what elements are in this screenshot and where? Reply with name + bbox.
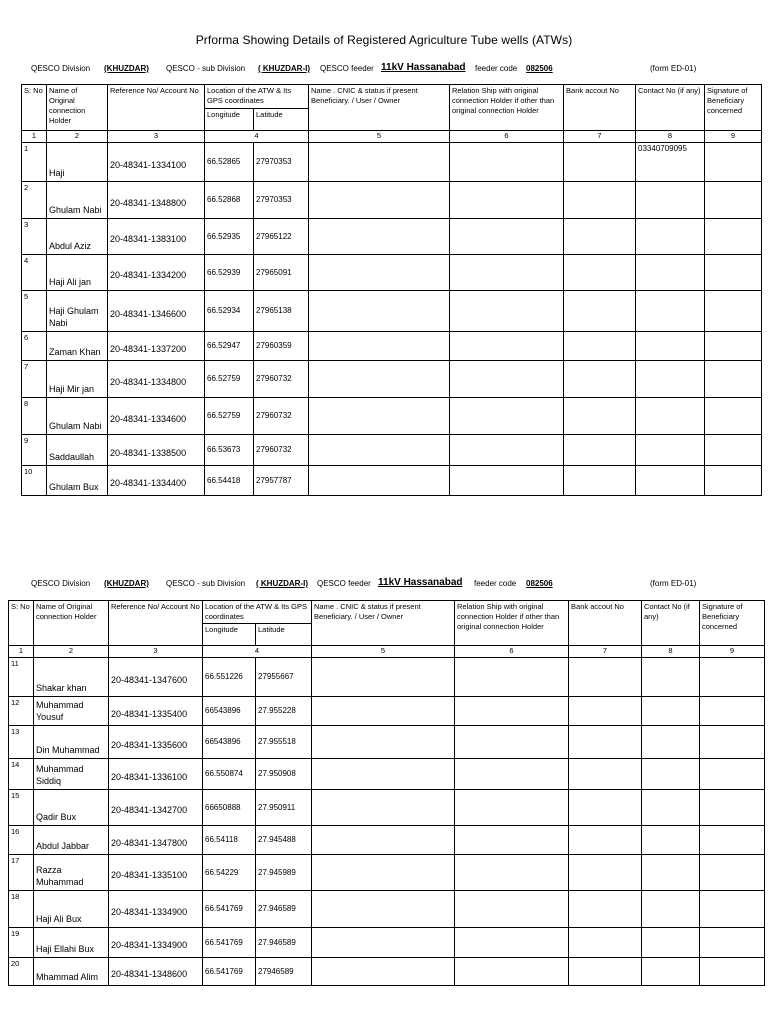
row-relationship bbox=[450, 291, 564, 332]
col-number: 9 bbox=[700, 646, 765, 658]
row-relationship bbox=[450, 466, 564, 496]
row-sno: 8 bbox=[22, 398, 47, 435]
row-relationship bbox=[455, 726, 569, 759]
col-header-sno: S: No bbox=[22, 85, 47, 131]
row-cnic-status bbox=[309, 255, 450, 291]
subdivision-value: ( KHUZDAR-I) bbox=[258, 64, 310, 73]
row-bank-account bbox=[564, 291, 636, 332]
row-name: Abdul Jabbar bbox=[34, 826, 109, 855]
column-number-row bbox=[9, 646, 765, 658]
row-reference-no: 20-48341-1335100 bbox=[109, 855, 203, 891]
row-reference-no: 20-48341-1346600 bbox=[108, 291, 205, 332]
row-reference-no: 20-48341-1348600 bbox=[109, 958, 203, 986]
row-longitude: 66.541769 bbox=[203, 958, 256, 986]
row-signature bbox=[700, 826, 765, 855]
col-number: 1 bbox=[22, 131, 47, 143]
row-contact-no bbox=[642, 855, 700, 891]
division-label: QESCO Division bbox=[31, 64, 91, 73]
row-contact-no bbox=[642, 726, 700, 759]
row-reference-no: 20-48341-1347800 bbox=[109, 826, 203, 855]
row-cnic-status bbox=[312, 658, 455, 697]
col-number: 4 bbox=[203, 646, 312, 658]
subdivision-value: ( KHUZDAR-I) bbox=[256, 579, 308, 588]
col-header-cnic: Name . CNIC & status if present Beneficiary. / User / Owner bbox=[309, 85, 450, 131]
row-latitude: 27960732 bbox=[254, 435, 309, 466]
row-reference-no: 20-48341-1338500 bbox=[108, 435, 205, 466]
row-sno: 1 bbox=[22, 143, 47, 182]
row-name: Mhammad Alim bbox=[34, 958, 109, 986]
col-number: 7 bbox=[564, 131, 636, 143]
row-cnic-status bbox=[312, 790, 455, 826]
row-signature bbox=[705, 182, 762, 219]
row-longitude: 66.52759 bbox=[205, 398, 254, 435]
division-value: (KHUZDAR) bbox=[104, 579, 149, 588]
row-contact-no bbox=[636, 332, 705, 361]
row-contact-no bbox=[636, 291, 705, 332]
row-signature bbox=[705, 332, 762, 361]
row-cnic-status bbox=[312, 855, 455, 891]
form-label: (form ED-01) bbox=[650, 64, 697, 73]
row-latitude: 27965138 bbox=[254, 291, 309, 332]
table-row bbox=[22, 466, 762, 496]
row-longitude: 66.54229 bbox=[203, 855, 256, 891]
col-number: 3 bbox=[109, 646, 203, 658]
row-name: Ghulam Bux bbox=[47, 466, 108, 496]
row-longitude: 66543896 bbox=[203, 726, 256, 759]
row-relationship bbox=[450, 361, 564, 398]
row-latitude: 27970353 bbox=[254, 143, 309, 182]
feeder-label: QESCO feeder bbox=[317, 579, 371, 588]
col-number: 9 bbox=[705, 131, 762, 143]
row-longitude: 66.541769 bbox=[203, 891, 256, 928]
col-number: 8 bbox=[642, 646, 700, 658]
col-header-contact: Contact No (if any) bbox=[636, 85, 705, 131]
row-name: Qadir Bux bbox=[34, 790, 109, 826]
col-header-latitude: Latitude bbox=[256, 624, 312, 646]
row-sno: 14 bbox=[9, 759, 34, 790]
row-cnic-status bbox=[312, 958, 455, 986]
row-sno: 3 bbox=[22, 219, 47, 255]
row-cnic-status bbox=[309, 219, 450, 255]
row-bank-account bbox=[564, 182, 636, 219]
row-relationship bbox=[455, 891, 569, 928]
row-reference-no: 20-48341-1334900 bbox=[109, 891, 203, 928]
row-sno: 19 bbox=[9, 928, 34, 958]
feeder-code-label: feeder code bbox=[475, 64, 518, 73]
row-cnic-status bbox=[309, 332, 450, 361]
row-reference-no: 20-48341-1336100 bbox=[109, 759, 203, 790]
col-header-bank: Bank accout No bbox=[569, 601, 642, 646]
row-latitude: 27960732 bbox=[254, 398, 309, 435]
row-sno: 15 bbox=[9, 790, 34, 826]
row-signature bbox=[700, 855, 765, 891]
document-title: Prforma Showing Details of Registered Agriculture Tube wells (ATWs) bbox=[195, 33, 573, 47]
col-header-cnic: Name . CNIC & status if present Beneficiary. / User / Owner bbox=[312, 601, 455, 646]
row-contact-no bbox=[636, 361, 705, 398]
col-number: 5 bbox=[309, 131, 450, 143]
row-signature bbox=[705, 219, 762, 255]
table-row bbox=[22, 398, 762, 435]
row-name: Abdul Aziz bbox=[47, 219, 108, 255]
row-relationship bbox=[450, 219, 564, 255]
row-cnic-status bbox=[312, 697, 455, 726]
table-row bbox=[22, 182, 762, 219]
col-number: 1 bbox=[9, 646, 34, 658]
row-reference-no: 20-48341-1335600 bbox=[109, 726, 203, 759]
table-row bbox=[22, 361, 762, 398]
row-name: Ghulam Nabi bbox=[47, 182, 108, 219]
row-contact-no bbox=[642, 826, 700, 855]
row-signature bbox=[700, 790, 765, 826]
row-sno: 12 bbox=[9, 697, 34, 726]
row-signature bbox=[705, 466, 762, 496]
row-longitude: 66.54118 bbox=[203, 826, 256, 855]
feeder-value: 11kV Hassanabad bbox=[381, 62, 466, 73]
row-contact-no bbox=[636, 219, 705, 255]
feeder-code-label: feeder code bbox=[474, 579, 517, 588]
table-row bbox=[22, 332, 762, 361]
row-bank-account bbox=[569, 826, 642, 855]
row-contact-no bbox=[636, 255, 705, 291]
col-number: 5 bbox=[312, 646, 455, 658]
row-name: Muhammad Siddiq bbox=[34, 759, 109, 790]
row-sno: 10 bbox=[22, 466, 47, 496]
row-longitude: 66.52868 bbox=[205, 182, 254, 219]
row-relationship bbox=[455, 790, 569, 826]
row-latitude: 27946589 bbox=[256, 958, 312, 986]
row-sno: 9 bbox=[22, 435, 47, 466]
row-bank-account bbox=[564, 255, 636, 291]
row-sno: 6 bbox=[22, 332, 47, 361]
col-header-name: Name of Original connection Holder bbox=[34, 601, 109, 646]
row-latitude: 27.955228 bbox=[256, 697, 312, 726]
row-sno: 5 bbox=[22, 291, 47, 332]
row-latitude: 27.946589 bbox=[256, 891, 312, 928]
row-contact-no bbox=[642, 759, 700, 790]
row-sno: 2 bbox=[22, 182, 47, 219]
row-name: Din Muhammad bbox=[34, 726, 109, 759]
row-bank-account bbox=[564, 332, 636, 361]
table-row bbox=[9, 697, 765, 726]
row-cnic-status bbox=[312, 759, 455, 790]
col-number: 6 bbox=[450, 131, 564, 143]
atw-table-1 bbox=[21, 84, 762, 496]
row-relationship bbox=[455, 928, 569, 958]
row-latitude: 27960359 bbox=[254, 332, 309, 361]
col-header-contact: Contact No (if any) bbox=[642, 601, 700, 646]
col-header-signature: Signature of Beneficiary concerned bbox=[705, 85, 762, 131]
row-contact-no bbox=[636, 435, 705, 466]
row-bank-account bbox=[569, 855, 642, 891]
row-bank-account bbox=[564, 466, 636, 496]
row-sno: 20 bbox=[9, 958, 34, 986]
row-cnic-status bbox=[309, 398, 450, 435]
row-signature bbox=[700, 759, 765, 790]
row-longitude: 66.52759 bbox=[205, 361, 254, 398]
table-row bbox=[22, 255, 762, 291]
row-sno: 16 bbox=[9, 826, 34, 855]
row-latitude: 27.945989 bbox=[256, 855, 312, 891]
row-relationship bbox=[455, 759, 569, 790]
row-name: Saddaullah bbox=[47, 435, 108, 466]
row-longitude: 66650888 bbox=[203, 790, 256, 826]
row-contact-no bbox=[642, 891, 700, 928]
row-sno: 4 bbox=[22, 255, 47, 291]
row-name: Haji Ali jan bbox=[47, 255, 108, 291]
row-bank-account bbox=[564, 219, 636, 255]
row-reference-no: 20-48341-1334100 bbox=[108, 143, 205, 182]
col-header-longitude: Longitude bbox=[203, 624, 256, 646]
row-name: Muhammad Yousuf bbox=[34, 697, 109, 726]
row-cnic-status bbox=[309, 291, 450, 332]
row-relationship bbox=[455, 958, 569, 986]
row-relationship bbox=[455, 697, 569, 726]
row-name: Haji Ghulam Nabi bbox=[47, 291, 108, 332]
row-bank-account bbox=[564, 361, 636, 398]
row-contact-no bbox=[636, 398, 705, 435]
row-longitude: 66.541769 bbox=[203, 928, 256, 958]
table-row bbox=[22, 291, 762, 332]
col-number: 2 bbox=[34, 646, 109, 658]
row-longitude: 66.53673 bbox=[205, 435, 254, 466]
atw-table-2 bbox=[8, 600, 765, 986]
table-row bbox=[22, 435, 762, 466]
col-header-name: Name of Original connection Holder bbox=[47, 85, 108, 131]
row-latitude: 27970353 bbox=[254, 182, 309, 219]
row-bank-account bbox=[564, 398, 636, 435]
row-bank-account bbox=[569, 658, 642, 697]
row-latitude: 27955667 bbox=[256, 658, 312, 697]
row-longitude: 66543896 bbox=[203, 697, 256, 726]
col-header-location: Location of the ATW & Its GPS coordinates bbox=[205, 85, 309, 109]
division-value: (KHUZDAR) bbox=[104, 64, 149, 73]
row-bank-account bbox=[569, 790, 642, 826]
row-name: Ghulam Nabi bbox=[47, 398, 108, 435]
row-longitude: 66.52947 bbox=[205, 332, 254, 361]
row-sno: 13 bbox=[9, 726, 34, 759]
row-signature bbox=[705, 361, 762, 398]
row-longitude: 66.52865 bbox=[205, 143, 254, 182]
table-row bbox=[9, 658, 765, 697]
row-reference-no: 20-48341-1334600 bbox=[108, 398, 205, 435]
row-latitude: 27.955518 bbox=[256, 726, 312, 759]
row-sno: 18 bbox=[9, 891, 34, 928]
table-row bbox=[22, 143, 762, 182]
row-signature bbox=[700, 726, 765, 759]
table-row bbox=[22, 219, 762, 255]
row-reference-no: 20-48341-1348800 bbox=[108, 182, 205, 219]
row-bank-account bbox=[569, 726, 642, 759]
row-relationship bbox=[450, 435, 564, 466]
row-latitude: 27.950911 bbox=[256, 790, 312, 826]
row-latitude: 27960732 bbox=[254, 361, 309, 398]
row-reference-no: 20-48341-1334200 bbox=[108, 255, 205, 291]
row-cnic-status bbox=[309, 182, 450, 219]
row-latitude: 27.950908 bbox=[256, 759, 312, 790]
col-header-longitude: Longitude bbox=[205, 109, 254, 131]
row-relationship bbox=[455, 855, 569, 891]
row-name: Haji Ellahi Bux bbox=[34, 928, 109, 958]
row-relationship bbox=[450, 182, 564, 219]
table-row bbox=[9, 726, 765, 759]
row-contact-no: 03340709095 bbox=[636, 143, 705, 182]
row-signature bbox=[705, 398, 762, 435]
row-cnic-status bbox=[312, 826, 455, 855]
subdivision-label: QESCO - sub Division bbox=[166, 579, 246, 588]
table-row bbox=[9, 928, 765, 958]
col-number: 3 bbox=[108, 131, 205, 143]
row-signature bbox=[700, 697, 765, 726]
row-longitude: 66.52934 bbox=[205, 291, 254, 332]
row-sno: 11 bbox=[9, 658, 34, 697]
row-signature bbox=[705, 143, 762, 182]
row-bank-account bbox=[569, 697, 642, 726]
row-name: Haji Mir jan bbox=[47, 361, 108, 398]
row-reference-no: 20-48341-1337200 bbox=[108, 332, 205, 361]
row-bank-account bbox=[569, 958, 642, 986]
row-longitude: 66.551226 bbox=[203, 658, 256, 697]
row-relationship bbox=[450, 255, 564, 291]
row-cnic-status bbox=[312, 726, 455, 759]
row-longitude: 66.52935 bbox=[205, 219, 254, 255]
row-longitude: 66.550874 bbox=[203, 759, 256, 790]
row-sno: 7 bbox=[22, 361, 47, 398]
row-reference-no: 20-48341-1347600 bbox=[109, 658, 203, 697]
row-latitude: 27.946589 bbox=[256, 928, 312, 958]
row-latitude: 27.945488 bbox=[256, 826, 312, 855]
row-contact-no bbox=[636, 466, 705, 496]
feeder-code-value: 082506 bbox=[526, 579, 553, 588]
col-header-relation: Relation Ship with original connection Holder if other than original connection Holder bbox=[455, 601, 569, 646]
row-relationship bbox=[455, 658, 569, 697]
row-bank-account bbox=[564, 435, 636, 466]
column-number-row bbox=[22, 131, 762, 143]
col-number: 2 bbox=[47, 131, 108, 143]
table-row bbox=[9, 826, 765, 855]
table-row bbox=[9, 855, 765, 891]
col-header-latitude: Latitude bbox=[254, 109, 309, 131]
row-bank-account bbox=[569, 759, 642, 790]
row-name: Razza Muhammad bbox=[34, 855, 109, 891]
row-signature bbox=[705, 435, 762, 466]
row-sno: 17 bbox=[9, 855, 34, 891]
col-header-sno: S: No bbox=[9, 601, 34, 646]
col-number: 8 bbox=[636, 131, 705, 143]
row-latitude: 27965122 bbox=[254, 219, 309, 255]
feeder-label: QESCO feeder bbox=[320, 64, 374, 73]
feeder-value: 11kV Hassanabad bbox=[378, 577, 463, 588]
row-longitude: 66.52939 bbox=[205, 255, 254, 291]
row-reference-no: 20-48341-1335400 bbox=[109, 697, 203, 726]
row-reference-no: 20-48341-1383100 bbox=[108, 219, 205, 255]
row-contact-no bbox=[642, 658, 700, 697]
row-signature bbox=[700, 658, 765, 697]
row-contact-no bbox=[642, 790, 700, 826]
form-label: (form ED-01) bbox=[650, 579, 697, 588]
row-relationship bbox=[450, 143, 564, 182]
col-header-ref: Reference No/ Account No bbox=[109, 601, 203, 646]
row-relationship bbox=[450, 398, 564, 435]
row-cnic-status bbox=[309, 466, 450, 496]
row-contact-no bbox=[642, 697, 700, 726]
col-header-signature: Signature of Beneficiary concerned bbox=[700, 601, 765, 646]
row-cnic-status bbox=[309, 143, 450, 182]
row-cnic-status bbox=[309, 435, 450, 466]
table-row bbox=[9, 759, 765, 790]
row-name: Haji bbox=[47, 143, 108, 182]
row-reference-no: 20-48341-1334900 bbox=[109, 928, 203, 958]
row-contact-no bbox=[642, 928, 700, 958]
col-header-bank: Bank accout No bbox=[564, 85, 636, 131]
col-header-location: Location of the ATW & Its GPS coordinates bbox=[203, 601, 312, 624]
row-contact-no bbox=[636, 182, 705, 219]
table-row bbox=[9, 958, 765, 986]
row-latitude: 27965091 bbox=[254, 255, 309, 291]
row-signature bbox=[700, 928, 765, 958]
col-number: 6 bbox=[455, 646, 569, 658]
col-header-ref: Reference No/ Account No bbox=[108, 85, 205, 131]
row-cnic-status bbox=[312, 928, 455, 958]
row-signature bbox=[705, 255, 762, 291]
row-contact-no bbox=[642, 958, 700, 986]
row-signature bbox=[700, 958, 765, 986]
row-reference-no: 20-48341-1334400 bbox=[108, 466, 205, 496]
table-row bbox=[9, 790, 765, 826]
row-cnic-status bbox=[312, 891, 455, 928]
row-cnic-status bbox=[309, 361, 450, 398]
col-number: 7 bbox=[569, 646, 642, 658]
row-bank-account bbox=[564, 143, 636, 182]
row-bank-account bbox=[569, 928, 642, 958]
col-number: 4 bbox=[205, 131, 309, 143]
row-bank-account bbox=[569, 891, 642, 928]
row-signature bbox=[705, 291, 762, 332]
table-row bbox=[9, 891, 765, 928]
division-label: QESCO Division bbox=[31, 579, 91, 588]
feeder-code-value: 082506 bbox=[526, 64, 553, 73]
row-signature bbox=[700, 891, 765, 928]
col-header-relation: Relation Ship with original connection Holder if other than original connection Holder bbox=[450, 85, 564, 131]
subdivision-label: QESCO - sub Division bbox=[166, 64, 246, 73]
row-latitude: 27957787 bbox=[254, 466, 309, 496]
row-name: Shakar khan bbox=[34, 658, 109, 697]
row-reference-no: 20-48341-1342700 bbox=[109, 790, 203, 826]
row-name: Haji Ali Bux bbox=[34, 891, 109, 928]
row-relationship bbox=[455, 826, 569, 855]
row-name: Zaman Khan bbox=[47, 332, 108, 361]
row-reference-no: 20-48341-1334800 bbox=[108, 361, 205, 398]
row-longitude: 66.54418 bbox=[205, 466, 254, 496]
row-relationship bbox=[450, 332, 564, 361]
